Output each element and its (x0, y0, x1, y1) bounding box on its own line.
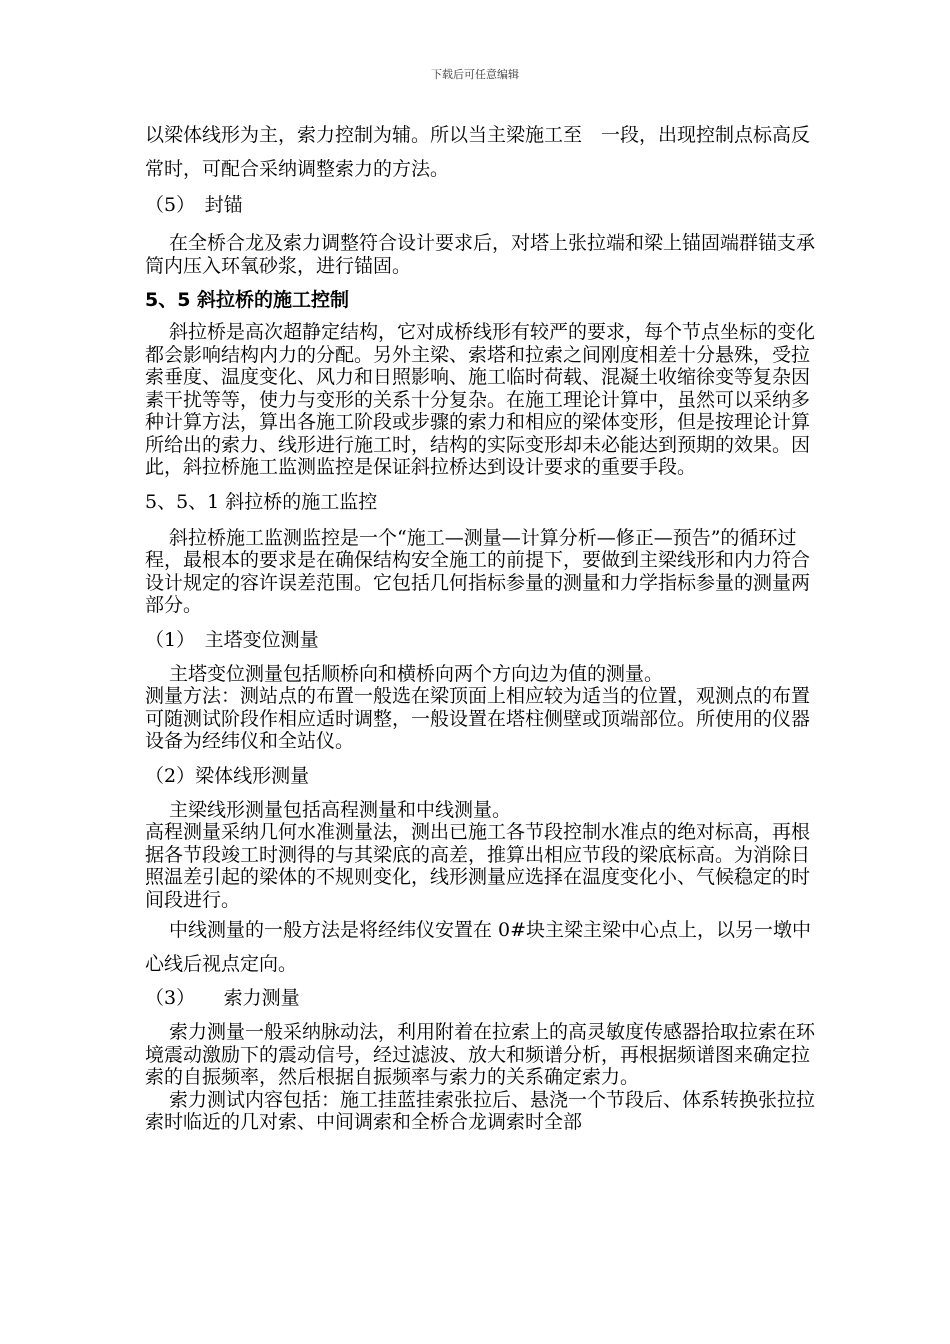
section-heading-construction-control: 5、5 斜拉桥的施工控制 (145, 289, 350, 311)
paragraph-monitoring: 斜拉桥施工监测监控是一个“施工—测量—计算分析—修正—预告”的循环过程，最根本的要求是在确保结构安全施工的前提下，要做到主梁线形和内力符合设计规定的容许误差范围。它包括几何指标参量的测量和力学指标参量的测量两部分。 (145, 526, 811, 616)
heading-anchor-sealing: （5） 封锚 (145, 194, 243, 216)
paragraph-anchor-sealing: 在全桥合龙及索力调整符合设计要求后，对塔上张拉端和梁上锚固端群锚支承筒内压入环氧砂浆，进行锚固。 (145, 232, 816, 277)
paragraph-centerline-measurement: 中线测量的一般方法是将经纬仪安置在 0#块主梁主梁中心点上，以另一墩中心线后视点定向。 (145, 919, 812, 975)
paragraph-cable-control: 以梁体线形为主，索力控制为辅。所以当主梁施工至 一段，出现控制点标高反常时，可配合采纳调整索力的方法。 (145, 124, 811, 180)
paragraph-elevation-measurement: 高程测量采纳几何水准测量法，测出已施工各节段控制水准点的绝对标高，再根据各节段竣工时测得的与其梁底的高差，推算出相应节段的梁底标高。为消除日照温差引起的梁体的不规则变化，线形测量应选择在温度变化小、气候稳定的时间段进行。 (145, 821, 811, 911)
heading-tower-displacement: （1） 主塔变位测量 (145, 628, 319, 651)
page-header: 下载后可任意编辑 (431, 68, 519, 81)
paragraph-girder-alignment: 主梁线形测量包括高程测量和中线测量。 (169, 798, 512, 821)
subsection-heading-monitoring: 5、5、1 斜拉桥的施工监控 (145, 490, 378, 513)
paragraph-measurement-method: 测量方法：测站点的布置一般选在梁顶面上相应较为适当的位置，观测点的布置可随测试阶段作相应适时调整，一般设置在塔柱侧壁或顶端部位。所使用的仪器设备为经纬仪和全站仪。 (145, 685, 811, 752)
paragraph-tower-displacement: 主塔变位测量包括顺桥向和横桥向两个方向边为值的测量。 (169, 662, 664, 685)
document-body (145, 118, 815, 1134)
heading-cable-force: （3） 索力测量 (145, 987, 300, 1009)
paragraph-cable-force-tests: 索力测试内容包括：施工挂蓝挂索张拉后、悬浇一个节段后、体系转换张拉拉索时临近的几对索、中间调索和全桥合龙调索时全部 (145, 1088, 816, 1133)
heading-girder-alignment: （2）梁体线形测量 (145, 764, 310, 787)
paragraph-cable-force: 索力测量一般采纳脉动法，利用附着在拉索上的高灵敏度传感器拾取拉索在环境震动激励下的震动信号，经过滤波、放大和频谱分析，再根据频谱图来确定拉索的自振频率，然后根据自振频率与索力的关系确定索力。 (145, 1021, 816, 1088)
paragraph-construction-control: 斜拉桥是高次超静定结构，它对成桥线形有较严的要求，每个节点坐标的变化都会影响结构内力的分配。另外主梁、索塔和拉索之间刚度相差十分悬殊，受拉索垂度、温度变化、风力和日照影响、施工临时荷载、混凝土收缩徐变等复杂因素干扰等等，使力与变形的关系十分复杂。在施工理论计算中，虽然可以采纳多种计算方法，算出各施工阶段或步骤的索力和相应的梁体变形，但是按理论计算所给出的索力、线形进行施工时，结构的实际变形却未必能达到预期的效果。因此，斜拉桥施工监测监控是保证斜拉桥达到设计要求的重要手段。 (145, 321, 816, 478)
